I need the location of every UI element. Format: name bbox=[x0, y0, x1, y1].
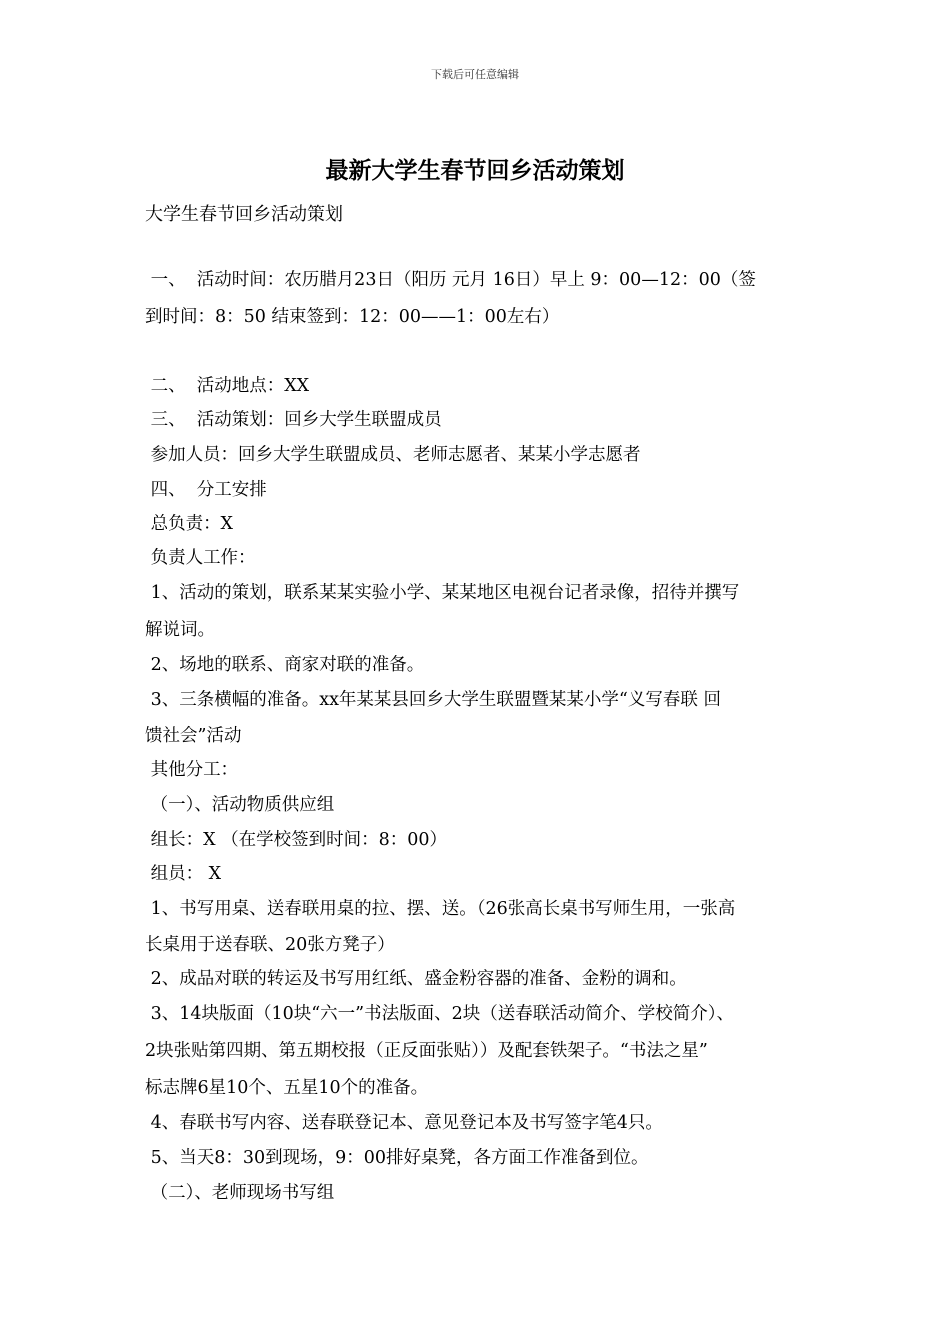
body-line: 四、 分工安排 bbox=[145, 480, 267, 500]
body-line: 到时间：8：50 结束签到：12：00——1：00左右） bbox=[145, 307, 560, 327]
body-line: （一）、活动物质供应组 bbox=[145, 795, 335, 815]
body-line: 组长：X （在学校签到时间：8：00） bbox=[145, 830, 447, 850]
body-line: 馈社会”活动 bbox=[145, 726, 242, 746]
body-line: 解说词。 bbox=[145, 620, 215, 640]
body-line: 3、三条横幅的准备。xx年某某县回乡大学生联盟暨某某小学“义写春联 回 bbox=[145, 690, 721, 710]
body-line: 2块张贴第四期、第五期校报（正反面张贴））及配套铁架子。“书法之星” bbox=[145, 1041, 708, 1061]
body-line: 2、场地的联系、商家对联的准备。 bbox=[145, 655, 425, 675]
body-line: 1、书写用桌、送春联用桌的拉、摆、送。（26张高长桌书写师生用，一张高 bbox=[145, 899, 736, 919]
body-line: 1、活动的策划，联系某某实验小学、某某地区电视台记者录像，招待并撰写 bbox=[145, 583, 740, 603]
document-subtitle: 大学生春节回乡活动策划 bbox=[145, 204, 343, 225]
body-line: 三、 活动策划：回乡大学生联盟成员 bbox=[145, 410, 442, 430]
body-line: 组员： X bbox=[145, 864, 222, 884]
body-line: 5、当天8：30到现场，9：00排好桌凳，各方面工作准备到位。 bbox=[145, 1148, 649, 1168]
body-line: 标志牌6星10个、五星10个的准备。 bbox=[145, 1078, 429, 1098]
body-line: 参加人员：回乡大学生联盟成员、老师志愿者、某某小学志愿者 bbox=[145, 445, 641, 465]
body-line: 总负责：X bbox=[145, 514, 234, 534]
body-line: 2、成品对联的转运及书写用红纸、盛金粉容器的准备、金粉的调和。 bbox=[145, 969, 687, 989]
body-line: 其他分工： bbox=[145, 760, 239, 780]
body-line: 负责人工作： bbox=[145, 548, 256, 568]
body-line: 长桌用于送春联、20张方凳子） bbox=[145, 935, 395, 955]
body-line: 二、 活动地点：XX bbox=[145, 376, 310, 396]
body-line: （二）、老师现场书写组 bbox=[145, 1183, 335, 1203]
body-line: 一、 活动时间：农历腊月23日（阳历 元月 16日）早上 9：00—12：00（签 bbox=[145, 270, 756, 290]
body-line: 4、春联书写内容、送春联登记本、意见登记本及书写签字笔4只。 bbox=[145, 1113, 663, 1133]
body-line: 3、14块版面（10块“六一”书法版面、2块（送春联活动简介、学校简介）、 bbox=[145, 1004, 735, 1024]
header-note: 下载后可任意编辑 bbox=[431, 68, 519, 81]
document-title: 最新大学生春节回乡活动策划 bbox=[325, 158, 625, 184]
